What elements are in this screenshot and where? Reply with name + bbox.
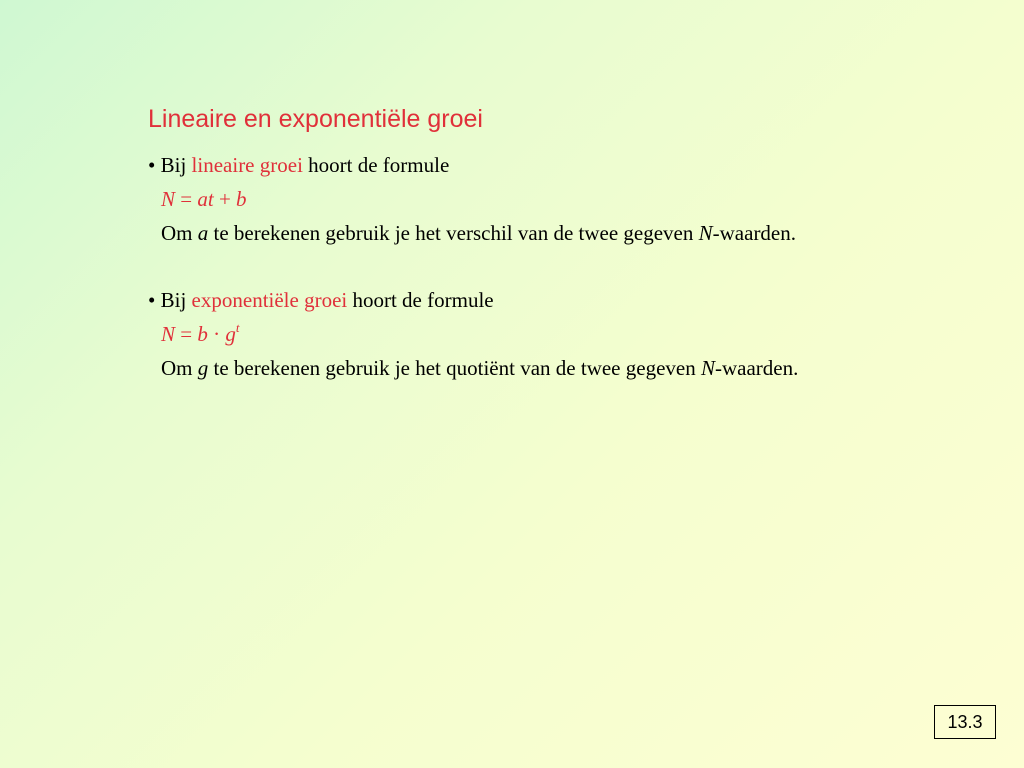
explanation-om: Om bbox=[161, 356, 193, 380]
linear-prefix: Bij bbox=[160, 153, 187, 177]
formula-dot: · bbox=[213, 322, 221, 346]
formula-b: b bbox=[197, 322, 208, 346]
explanation-text: te berekenen gebruik je het quotiënt van de twee gegeven bbox=[213, 356, 696, 380]
explanation-end: -waarden. bbox=[714, 356, 799, 380]
linear-explanation bbox=[161, 221, 796, 245]
exponential-prefix: Bij bbox=[160, 288, 187, 312]
formula-equals: = bbox=[180, 322, 193, 346]
linear-suffix: hoort de formule bbox=[308, 153, 450, 177]
explanation-n: N bbox=[700, 356, 715, 380]
formula-exponent: t bbox=[235, 320, 240, 335]
formula-plus: + bbox=[218, 187, 231, 211]
explanation-n: N bbox=[698, 221, 713, 245]
formula-equals: = bbox=[180, 187, 193, 211]
formula-n: N bbox=[161, 322, 176, 346]
explanation-end: -waarden. bbox=[712, 221, 797, 245]
section-number-badge: 13.3 bbox=[934, 705, 996, 739]
formula-b: b bbox=[236, 187, 247, 211]
explanation-var: g bbox=[197, 356, 209, 380]
exponential-suffix: hoort de formule bbox=[352, 288, 494, 312]
explanation-text: te berekenen gebruik je het verschil van de twee gegeven bbox=[213, 221, 694, 245]
formula-g: g bbox=[225, 322, 236, 346]
bullet-marker: • bbox=[148, 153, 156, 177]
linear-bullet-line bbox=[148, 153, 449, 177]
exponential-term: exponentiële groei bbox=[191, 288, 348, 312]
linear-formula bbox=[161, 187, 247, 211]
formula-n: N bbox=[161, 187, 176, 211]
formula-at: at bbox=[197, 187, 214, 211]
slide-title: Lineaire en exponentiële groei bbox=[148, 105, 483, 133]
bullet-marker: • bbox=[148, 288, 156, 312]
exponential-bullet-line bbox=[148, 288, 494, 312]
exponential-explanation bbox=[161, 356, 798, 380]
linear-term: lineaire groei bbox=[191, 153, 303, 177]
exponential-formula bbox=[161, 322, 239, 346]
explanation-var: a bbox=[197, 221, 209, 245]
explanation-om: Om bbox=[161, 221, 193, 245]
